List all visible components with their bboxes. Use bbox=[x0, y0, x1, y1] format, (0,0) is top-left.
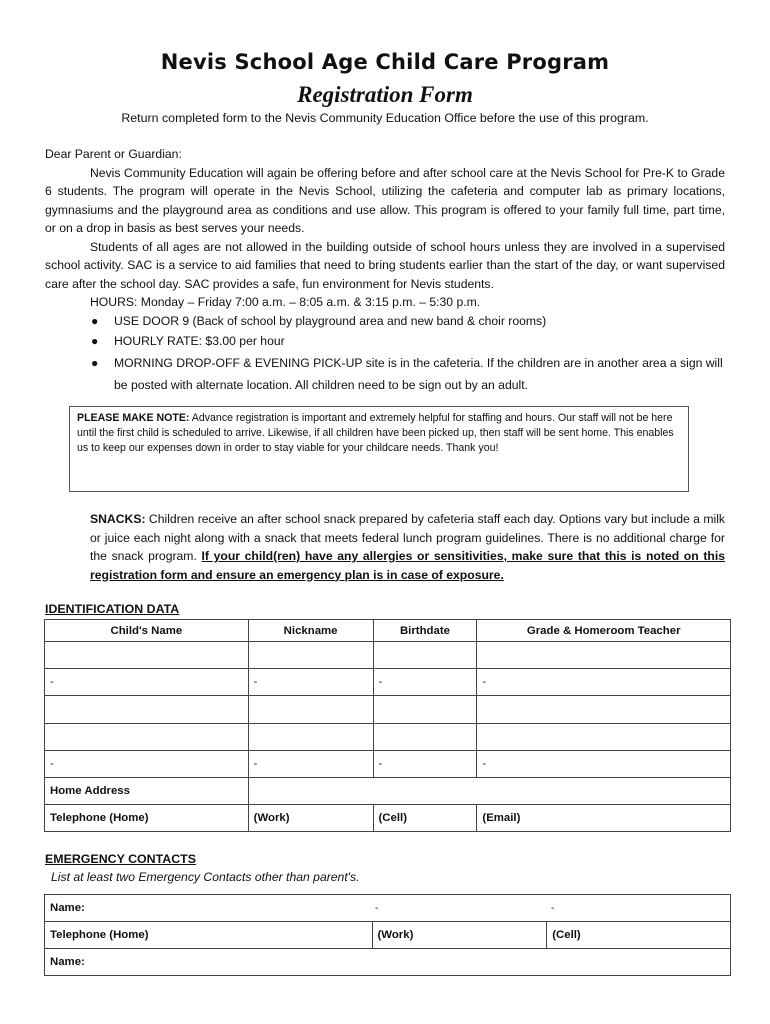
emergency-phone-row bbox=[45, 922, 731, 949]
emergency-contacts-heading: EMERGENCY CONTACTS bbox=[45, 852, 196, 866]
emergency-telephone-home-field[interactable]: Telephone (Home) bbox=[45, 922, 373, 949]
nickname-field[interactable]: - bbox=[248, 669, 373, 696]
child-name-field[interactable] bbox=[45, 724, 249, 751]
identification-table bbox=[44, 619, 731, 832]
emergency-cell-phone-field[interactable]: (Cell) bbox=[547, 922, 731, 949]
birthdate-field[interactable] bbox=[373, 696, 477, 724]
intro-letter bbox=[45, 145, 725, 396]
home-address-field[interactable] bbox=[248, 778, 730, 805]
emergency-name-field[interactable] bbox=[45, 895, 731, 922]
info-bullet-list bbox=[45, 312, 725, 397]
grade-teacher-field[interactable] bbox=[477, 724, 731, 751]
bullet-site: ● MORNING DROP-OFF & EVENING PICK-UP site is in the cafeteria. If the children are in another area a sign will be posted with alternate location. All children need to be sign out by an adult. bbox=[90, 352, 725, 396]
emergency-name2-row bbox=[45, 949, 731, 976]
bullet-icon: ● bbox=[91, 356, 99, 370]
letter-greeting: Dear Parent or Guardian: bbox=[45, 147, 182, 161]
home-address-row bbox=[45, 778, 731, 805]
grade-teacher-field[interactable]: - bbox=[477, 669, 731, 696]
birthdate-field[interactable]: - bbox=[373, 751, 477, 778]
child-row-5 bbox=[45, 751, 731, 778]
birthdate-field[interactable] bbox=[373, 642, 477, 669]
child-name-field[interactable]: - bbox=[45, 751, 249, 778]
child-name-field[interactable]: - bbox=[45, 669, 249, 696]
field-mark: - bbox=[375, 903, 379, 914]
emergency-contacts-hint: List at least two Emergency Contacts other than parent's. bbox=[51, 870, 360, 884]
bullet-icon: ● bbox=[91, 334, 99, 348]
child-name-field[interactable] bbox=[45, 642, 249, 669]
column-header: Nickname bbox=[248, 620, 373, 642]
birthdate-field[interactable]: - bbox=[373, 669, 477, 696]
grade-teacher-field[interactable] bbox=[477, 696, 731, 724]
letter-paragraph-program: Nevis Community Education will again be offering before and after school care at the Nevis School for Pre-K to Grade 6 students. The program will operate in the Nevis School, utilizing the cafeteria and computer lab as primary locations, gymnasiums and the playground area as conditions and use allow. This program is offered to your family full time, part time, or on a drop in basis as best serves your needs. bbox=[45, 165, 725, 235]
column-header: Grade & Homeroom Teacher bbox=[477, 620, 731, 642]
cell-phone-field[interactable]: (Cell) bbox=[373, 805, 477, 832]
child-row-2 bbox=[45, 669, 731, 696]
nickname-field[interactable] bbox=[248, 724, 373, 751]
note-label: PLEASE MAKE NOTE: bbox=[77, 412, 190, 424]
emergency-name2-field[interactable]: Name: bbox=[45, 949, 731, 976]
telephone-row bbox=[45, 805, 731, 832]
return-instruction: Return completed form to the Nevis Community Education Office before the use of this program. bbox=[121, 111, 649, 125]
snacks-text: Children receive an after school snack prepared by cafeteria staff each day. Options vary but include a milk or juice each night along with a snack that meets federal lunch program guidelines. There is no additional charge for the snack program. bbox=[90, 512, 725, 563]
letter-paragraph-students: Students of all ages are not allowed in the building outside of school hours unless they are involved in a supervised school activity. SAC is a service to aid families that need to bring students earlier than the start of the day, or want supervised care after the school day. SAC provides a safe, fun environment for Nevis students. bbox=[45, 239, 725, 291]
field-mark: - bbox=[551, 903, 555, 914]
form-subtitle: Registration Form bbox=[297, 82, 473, 107]
child-name-field[interactable] bbox=[45, 696, 249, 724]
bullet-icon: ● bbox=[91, 313, 99, 328]
home-address-label: Home Address bbox=[45, 778, 249, 805]
snacks-paragraph bbox=[90, 510, 725, 584]
telephone-home-field[interactable]: Telephone (Home) bbox=[45, 805, 249, 832]
table-header-row bbox=[45, 620, 731, 642]
allergy-warning: If your child(ren) have any allergies or sensitivities, make sure that this is noted on this registration form and ensure an emergency plan is in case of exposure. bbox=[90, 549, 725, 582]
identification-heading: IDENTIFICATION DATA bbox=[45, 602, 180, 616]
page-title: Nevis School Age Child Care Program bbox=[160, 50, 610, 74]
grade-teacher-field[interactable] bbox=[477, 642, 731, 669]
child-row-3 bbox=[45, 696, 731, 724]
snacks-label: SNACKS: bbox=[90, 512, 146, 526]
birthdate-field[interactable] bbox=[373, 724, 477, 751]
child-row-1 bbox=[45, 642, 731, 669]
grade-teacher-field[interactable]: - bbox=[477, 751, 731, 778]
bullet-door: ● USE DOOR 9 (Back of school by playground area and new band & choir rooms) bbox=[90, 312, 725, 331]
hours-line: HOURS: Monday – Friday 7:00 a.m. – 8:05 a.m. & 3:15 p.m. – 5:30 p.m. bbox=[90, 295, 481, 309]
nickname-field[interactable] bbox=[248, 696, 373, 724]
column-header: Birthdate bbox=[373, 620, 477, 642]
please-note-box bbox=[69, 406, 689, 492]
nickname-field[interactable]: - bbox=[248, 751, 373, 778]
work-phone-field[interactable]: (Work) bbox=[248, 805, 373, 832]
child-row-4 bbox=[45, 724, 731, 751]
emergency-name-label: Name: bbox=[50, 902, 85, 914]
nickname-field[interactable] bbox=[248, 642, 373, 669]
note-text: Advance registration is important and extremely helpful for staffing and hours. Our staff will not be here until the first child is scheduled to arrive. Likewise, if all children have been picked up, then staff will be sent home. This enables us to keep our expenses down in order to stay viable for your childcare needs. Thank you! bbox=[77, 412, 674, 454]
emergency-name-row bbox=[45, 895, 731, 922]
email-field[interactable]: (Email) bbox=[477, 805, 731, 832]
column-header: Child's Name bbox=[45, 620, 249, 642]
emergency-work-phone-field[interactable]: (Work) bbox=[372, 922, 547, 949]
emergency-contacts-table bbox=[44, 894, 731, 976]
bullet-rate: ● HOURLY RATE: $3.00 per hour bbox=[90, 330, 725, 352]
